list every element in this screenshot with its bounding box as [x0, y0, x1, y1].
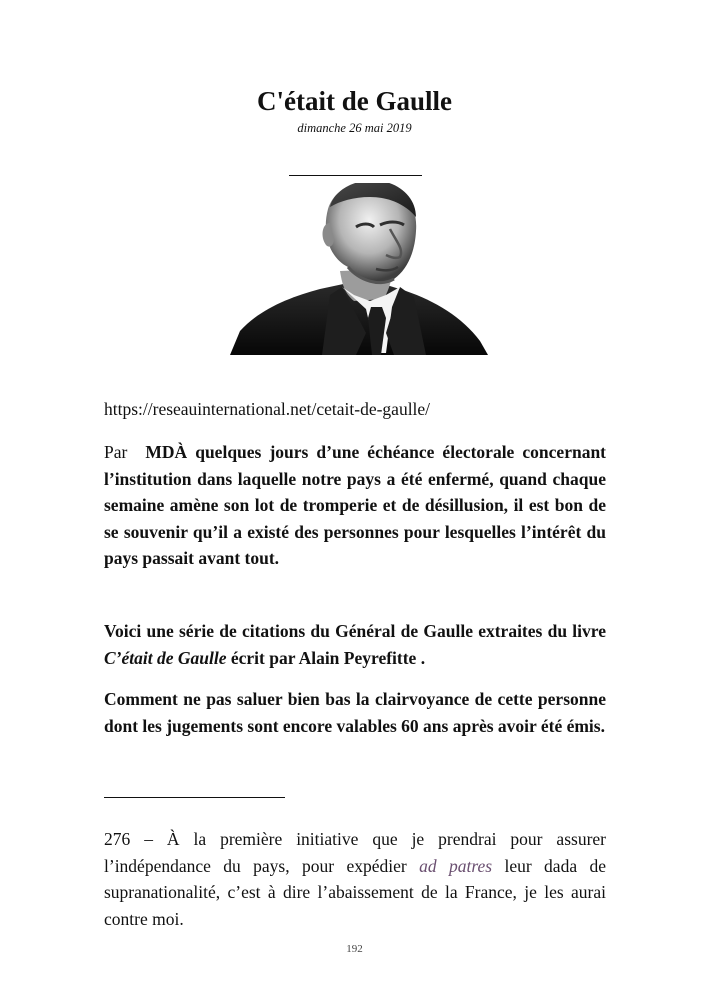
- publication-date: dimanche 26 mai 2019: [297, 121, 412, 135]
- intro-author: MDÀ: [145, 442, 188, 462]
- citations-text-start: Voici une série de citations du Général de Gaulle extraites du livre: [104, 621, 606, 641]
- portrait-photo: [230, 183, 488, 355]
- quote-text-start: 276 – À la première initiative que je prendrai pour assurer l’indépendance du pays, pour expédier: [104, 829, 606, 876]
- intro-text: quelques jours d’une échéance électorale concernant l’institution dans laquelle notre pays a été enfermé, quand chaque semaine amène son lot de tromperie et de désillusion, il est bon de se souvenir qu’il a existé des personnes pour lesquelles l’intérêt du pays passait avant tout.: [104, 442, 607, 568]
- quote-text-end: leur dada de supranationalité, c’est à dire l’abaissement de la France, je les aurai contre moi.: [104, 855, 606, 929]
- ad-patres-link[interactable]: ad patres: [419, 855, 493, 876]
- clairvoyance-paragraph: Comment ne pas saluer bien bas la clairvoyance de cette personne dont les jugements sont encore valables 60 ans après avoir été émis.: [104, 689, 606, 736]
- source-url[interactable]: https://reseauinternational.net/cetait-de-gaulle/: [104, 399, 431, 419]
- book-title: C’était de Gaulle: [104, 647, 227, 668]
- citations-text-end: écrit par Alain Peyrefitte .: [226, 647, 426, 668]
- citations-paragraph: [104, 618, 606, 671]
- section-divider: [104, 797, 285, 798]
- quote-276: [104, 826, 606, 932]
- intro-by: Par: [104, 442, 128, 462]
- page-number: 192: [346, 943, 363, 955]
- page-title: C'était de Gaulle: [257, 86, 452, 116]
- intro-paragraph: [104, 439, 606, 572]
- title-divider: [289, 175, 422, 176]
